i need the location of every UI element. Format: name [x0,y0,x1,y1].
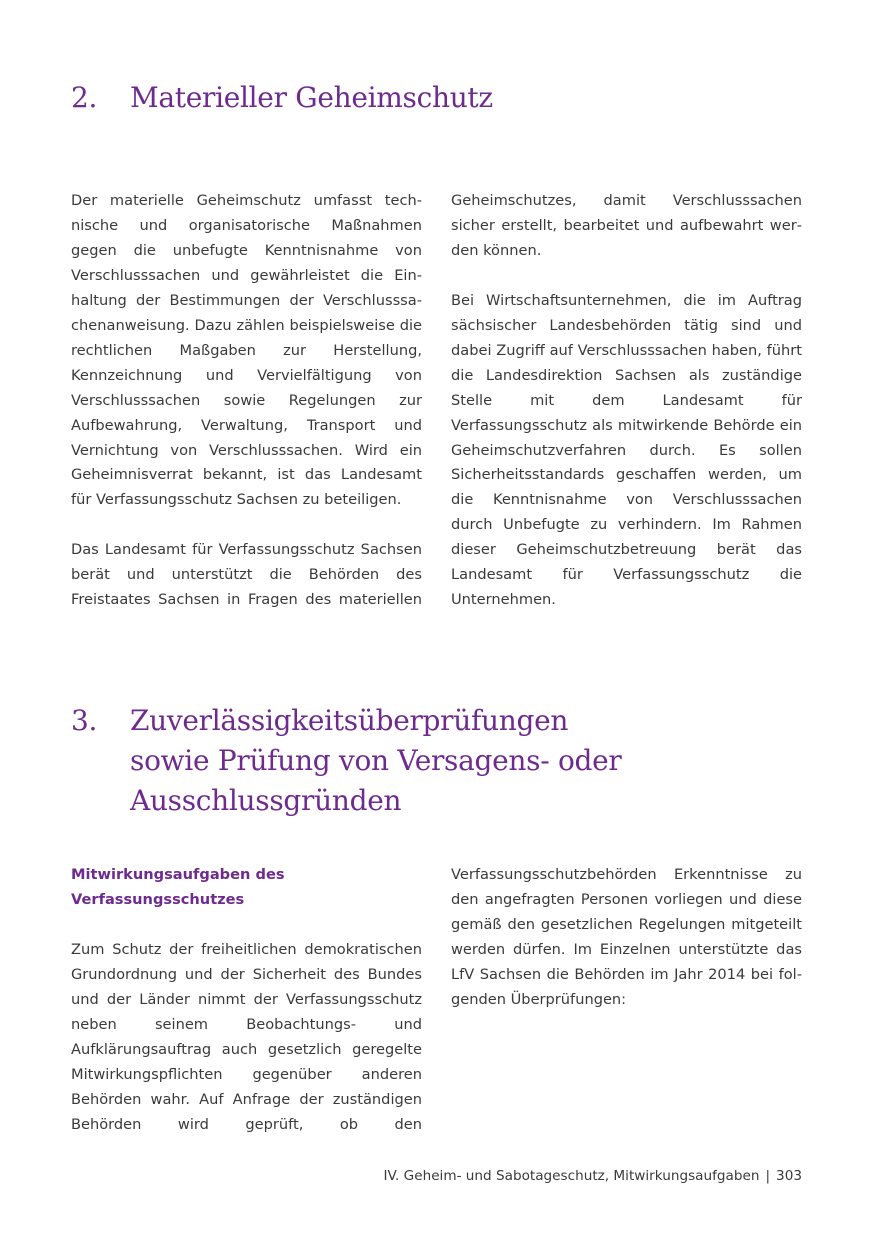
page-number: 303 [776,1168,802,1184]
subheading [71,863,422,913]
paragraph: Zum Schutz der freiheitlichen demokratischen Grundordnung und der Sicherheit des Bundes und der Länder nimmt der Verfassungsschutz neben seinem Beobachtungs- und Aufklärungsauftrag auch gesetzlich geregelte Mitwirkungspflichten gegenüber anderen Behörden wahr. Auf Anfrage der zuständigen Behörden wird geprüft, ob den [71,940,422,1133]
paragraph: Das Landesamt für Verfassungsschutz Sachsen berät und unterstützt die Behörden des Freistaates Sachsen in Fragen des materiellen [71,541,422,609]
section-2-left-column [71,189,422,613]
section-2-right-column [451,189,802,613]
section-2-number: 2. [71,81,98,114]
section-3-title-line: sowie Prüfung von Versagens- oder [130,744,622,777]
section-3-heading [71,701,622,821]
footer-chapter: IV. Geheim- und Sabotageschutz, Mitwirkungsaufgaben [383,1168,760,1184]
section-3-title-line: Zuverlässigkeitsüberprüfungen [130,704,569,737]
footer-separator: | [765,1168,771,1184]
section-3-left-column [71,863,422,1137]
paragraph: Der materielle Geheimschutz umfasst technische und organisatorische Maßnahmen gegen die unbefugte Kenntnisnahme von Verschlusssachen und gewährleistet die Einhaltung der Bestimmungen der Verschlusssachenanweisung. Dazu zählen beispielsweise die rechtlichen Maßgaben zur Herstellung, Kennzeichnung und Vervielfältigung von Verschlusssachen sowie Regelungen zur Aufbewahrung, Verwaltung, Transport und Vernichtung von Verschlusssachen. Wird ein Geheimnisverrat bekannt, ist das Landesamt für Verfassungsschutz Sachsen zu beteiligen. [71,192,422,509]
paragraph: Verfassungsschutzbehörden Erkenntnisse zu den angefragten Personen vorliegen und diese gemäß den gesetzlichen Regelungen mitgeteilt werden dürfen. Im Einzelnen unterstützte das LfV Sachsen die Behörden im Jahr 2014 bei folgenden Überprüfungen: [451,866,802,1008]
subheading-line: Mitwirkungsaufgaben des [71,866,285,883]
section-3-number: 3. [71,704,98,737]
section-2-heading [71,78,493,118]
subheading-line: Verfassungsschutzes [71,890,245,908]
section-2-title: Materieller Geheimschutz [130,81,493,114]
page-footer [383,1164,802,1188]
paragraph: Bei Wirtschaftsunternehmen, die im Auftrag sächsischer Landesbehörden tätig sind und dabei Zugriff auf Verschlusssachen haben, führt die Landesdirektion Sachsen als zuständige Stelle mit dem Landesamt für Verfassungsschutz als mitwirkende Behörde ein Geheimschutzverfahren durch. Es sollen Sicherheitsstandards geschaffen werden, um die Kenntnisnahme von Verschlusssachen durch Unbefugte zu verhindern. Im Rahmen dieser Geheimschutzbetreuung berät das Landesamt für Verfassungsschutz die Unternehmen. [451,291,802,609]
section-3-right-column [451,863,802,1013]
paragraph: Geheimschutzes, damit Verschlusssachen sicher erstellt, bearbeitet und aufbewahrt werden können. [451,192,802,259]
section-3-title-line: Ausschlussgründen [130,784,402,817]
